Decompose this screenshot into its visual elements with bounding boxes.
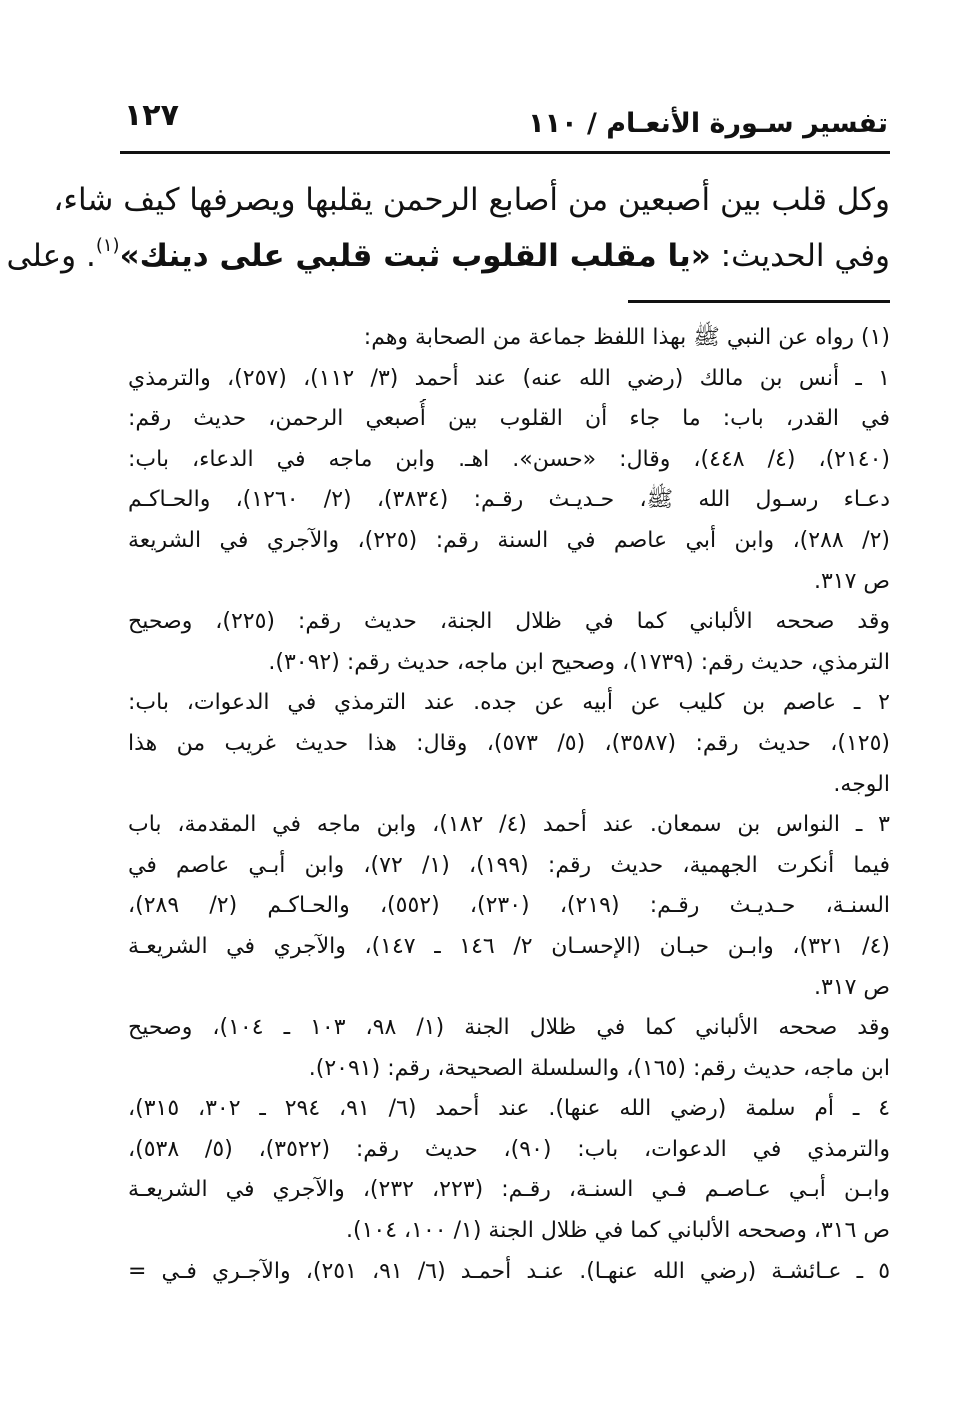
main-text [6,172,890,284]
footnote-line: دعـاء رسـول الله ﷺ، حـديـث رقـم: (٣٨٣٤)، (٢/ ١٢٦٠)، والحـاكـم [128,487,890,513]
running-title: تفسير سـورة الأنعـام / ١١٠ [528,108,888,139]
footnote-line: ص ٣١٧. [813,974,890,1000]
footnote-line: ٣ ـ النواس بن سمعان. عند أحمد (٤/ ١٨٢)، وابن ماجه في المقدمة، باب [128,812,890,838]
footnote-line: (٢١٤٠)، (٤/ ٤٤٨)، وقال: «حسن». اهـ. وابن ماجه في الدعاء، باب: [128,446,890,472]
main-text-line: وكل قلب بين أصبعين من أصابع الرحمن يقلبها ويصرفها كيف شاء، [53,182,890,218]
footnote-line: ١ ـ أنس بن مالك (رضي الله عنه) عند أحمد (٣/ ١١٢)، (٢٥٧)، والترمذي [128,365,890,391]
footnote-line: السنـة، حـديـث رقـم: (٢١٩)، (٢٣٠)، (٥٥٢)، والحـاكـم (٢/ ٢٨٩)، [128,893,890,919]
footnote-line: الترمذي، حديث رقم: (١٧٣٩)، وصحيح ابن ماجه، حديث رقم: (٣٠٩٢). [268,649,890,675]
footnote-line: ٥ ـ عـائشـة (رضي الله عنهـا). عنـد أحمـد (٦/ ٩١، ٢٥١)، والآجـري فـي = [128,1258,890,1284]
page-header [118,98,890,154]
footnote-separator [628,300,890,303]
footnote-line: الوجه. [833,771,890,797]
footnote-line: ص ٣١٧. [813,568,890,594]
footnote-line: فيما أنكرت الجهمية، حديث رقم: (١٩٩)، (١/ ٧٢)، وابن أبـي عاصم في [128,852,890,878]
main-text-suffix: . وعلى [6,238,96,274]
hadith-quote: «يا مقلب القلوب ثبت قلبي على دينك» [119,238,711,274]
main-text-line [6,228,890,284]
footnote-line: وابـن أبـي عـاصـم فـي السنـة، رقـم: (٢٢٣، ٢٣٢)، والآجري في الشريعـة [128,1177,890,1203]
footnote-line: وقد صححه الألباني كما في ظلال الجنة، حديث رقم: (٢٢٥)، وصحيح [128,609,890,635]
footnote-line: ص ٣١٦، وصححه الألباني كما في ظلال الجنة (١/ ١٠٠، ١٠٤). [346,1218,890,1244]
footnote-line: والترمذي في الدعوات، باب: (٩٠)، حديث رقم: (٣٥٢٢)، (٥/ ٥٣٨)، [128,1136,890,1162]
footnote-line: ابن ماجه، حديث رقم: (١٦٥)، والسلسلة الصحيحة، رقم: (٢٠٩١). [308,1055,890,1081]
footnote-line: وقد صححه الألباني كما في ظلال الجنة (١/ ٩٨، ١٠٣ ـ ١٠٤)، وصحيح [128,1015,890,1041]
footnote-line: في القدر، باب: ما جاء أن القلوب بين أُصبعي الرحمن، حديث رقم: [128,406,890,432]
footnotes [128,318,890,1292]
footnote-line: (١) رواه عن النبي ﷺ بهذا اللفظ جماعة من الصحابة وهم: [363,325,890,350]
footnote-line: (٤/ ٣٢١)، وابـن حبـان (الإحسـان ٢/ ١٤٦ ـ ١٤٧)، والآجري في الشريعـة [128,933,890,959]
page-number: ١٢٧ [124,98,179,133]
footnote-reference: (١) [95,234,120,256]
footnote-line: ٢ ـ عاصم بن كليب عن أبيه عن جده. عند الترمذي في الدعوات، باب: [128,690,890,716]
footnote-line: (٢/ ٢٨٨)، وابن أبي عاصم في السنة رقم: (٢٢٥)، والآجري في الشريعة [128,527,890,553]
main-text-prefix: وفي الحديث: [710,238,890,274]
footnote-line: (١٢٥)، حديث رقم: (٣٥٨٧)، (٥/ ٥٧٣)، وقال: هذا حديث غريب من هذا [128,730,890,756]
header-rule [120,151,890,154]
footnote-line: ٤ ـ أم سلمة (رضي الله عنها). عند أحمد (٦/ ٩١، ٢٩٤ ـ ٣٠٢، ٣١٥)، [128,1096,890,1122]
